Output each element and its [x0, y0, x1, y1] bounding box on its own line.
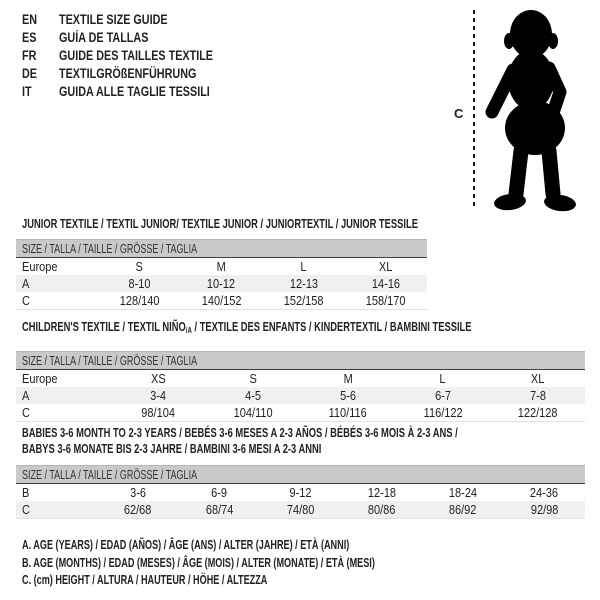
age-cell: 24-36 — [530, 485, 559, 500]
row-height-cm — [16, 404, 585, 422]
height-measure-dashed-line — [473, 10, 475, 206]
height-cell: 128/140 — [98, 292, 180, 310]
age-cell: 7-8 — [529, 388, 546, 403]
language-row-es — [22, 28, 252, 46]
size-header-row — [16, 352, 585, 370]
legend-line-a: A. AGE (YEARS) / EDAD (AÑOS) / ÂGE (ANS) / ALTER (JAHRE) / ETÀ (ANNI) — [22, 537, 350, 552]
age-cell: 8-10 — [128, 276, 151, 291]
row-europe — [16, 258, 427, 276]
height-cell: 92/98 — [504, 501, 585, 519]
row-age-months — [16, 484, 585, 502]
size-header-cell: SIZE / TALLA / TAILLE / GRÖSSE / TAGLIA — [16, 352, 585, 370]
age-cell: 10-12 — [207, 276, 236, 291]
row-label: C — [16, 292, 98, 310]
age-cell: 12-18 — [367, 485, 396, 500]
age-cell: 5-6 — [339, 388, 356, 403]
size-header-row — [16, 240, 427, 258]
size-cell: L — [300, 259, 307, 274]
height-cell: 68/74 — [179, 501, 260, 519]
row-label: Europe — [22, 259, 58, 274]
legend-line-c: C. (cm) HEIGHT / ALTURA / HAUTEUR / HÖHE / ALTEZZA — [22, 572, 268, 587]
language-row-it — [22, 82, 252, 100]
language-code: ES — [22, 29, 37, 45]
language-row-en — [22, 10, 252, 28]
toddler-silhouette-icon — [483, 6, 599, 212]
row-label: B — [22, 485, 30, 500]
height-cell: 80/86 — [341, 501, 422, 519]
language-title: GUIDA ALLE TAGLIE TESSILI — [59, 83, 210, 99]
legend-line-b: B. AGE (MONTHS) / EDAD (MESES) / ÂGE (MOIS) / ALTER (MONATE) / ETÀ (MESI) — [22, 554, 375, 570]
age-cell: 9-12 — [289, 485, 312, 500]
age-cell: 6-9 — [211, 485, 228, 500]
language-code: IT — [22, 83, 32, 99]
height-cell: 110/116 — [300, 404, 395, 422]
language-title: GUÍA DE TALLAS — [59, 29, 149, 45]
language-row-fr — [22, 46, 252, 64]
height-cell: 140/152 — [180, 292, 262, 310]
language-code: EN — [22, 11, 38, 27]
age-cell: 18-24 — [448, 485, 478, 500]
age-cell: 12-13 — [289, 276, 318, 291]
size-header-cell: SIZE / TALLA / TAILLE / GRÖSSE / TAGLIA — [16, 240, 427, 258]
row-age-years — [16, 387, 585, 404]
row-age-years — [16, 275, 427, 292]
age-cell: 6-7 — [434, 388, 451, 403]
height-cell: 122/128 — [490, 404, 585, 422]
height-cell: 152/158 — [263, 292, 345, 310]
row-height-cm — [16, 292, 427, 310]
age-cell: 14-16 — [371, 276, 400, 291]
size-cell: XS — [150, 371, 166, 386]
row-height-cm — [16, 501, 585, 519]
language-title: GUIDE DES TAILLES TEXTILE — [59, 47, 214, 63]
height-marker-label: C — [454, 106, 464, 121]
junior-table-title: JUNIOR TEXTILE / TEXTIL JUNIOR/ TEXTILE JUNIOR / JUNIORTEXTIL / JUNIOR TESSILE — [22, 216, 418, 231]
age-cell: 4-5 — [245, 388, 262, 403]
age-cell: 3-4 — [150, 388, 167, 403]
row-label: A — [22, 388, 30, 403]
language-title: TEXTILE SIZE GUIDE — [59, 11, 168, 27]
language-title-list — [22, 10, 252, 100]
language-title: TEXTILGRÖßENFÜHRUNG — [59, 65, 197, 81]
size-header-row — [16, 466, 585, 484]
size-cell: XL — [379, 259, 393, 274]
size-cell: M — [343, 371, 353, 386]
height-cell: 116/122 — [395, 404, 490, 422]
size-cell: S — [249, 371, 257, 386]
row-label: C — [16, 404, 111, 422]
row-label: C — [16, 501, 97, 519]
babies-table-title: BABIES 3-6 MONTH TO 2-3 YEARS / BEBÉS 3-6 MESES A 2-3 AÑOS / BÉBÉS 3-6 MOIS À 2-3 ANS / BABYS 3-6 MONATE BIS 2-3 JAHRE / BAMBINI 3-6 MESI A 2-3 ANNI — [22, 425, 458, 456]
babies-size-table — [16, 465, 585, 519]
title-subscript: /A — [185, 325, 192, 335]
size-header-cell: SIZE / TALLA / TAILLE / GRÖSSE / TAGLIA — [16, 466, 585, 484]
language-code: DE — [22, 65, 38, 81]
junior-size-table — [16, 239, 427, 310]
age-cell: 3-6 — [129, 485, 146, 500]
size-cell: S — [135, 259, 143, 274]
height-cell: 158/170 — [345, 292, 427, 310]
size-cell: M — [216, 259, 227, 274]
language-row-de — [22, 64, 252, 82]
row-europe — [16, 370, 585, 388]
language-code: FR — [22, 47, 37, 63]
height-cell: 74/80 — [260, 501, 341, 519]
height-cell: 86/92 — [422, 501, 503, 519]
children-size-table — [16, 351, 585, 422]
children-table-title: CHILDREN'S TEXTILE / TEXTIL $NIÑO_{/A}$ / TEXTILE DES ENFANTS / KINDERTEXTIL / BAMBINI TESSILE — [22, 319, 472, 335]
height-cell: 62/68 — [97, 501, 178, 519]
size-cell: L — [439, 371, 446, 386]
height-cell: 104/110 — [206, 404, 301, 422]
height-cell: 98/104 — [111, 404, 206, 422]
row-label: Europe — [22, 371, 58, 386]
size-cell: XL — [530, 371, 545, 386]
row-label: A — [22, 276, 30, 291]
legend — [22, 536, 526, 589]
